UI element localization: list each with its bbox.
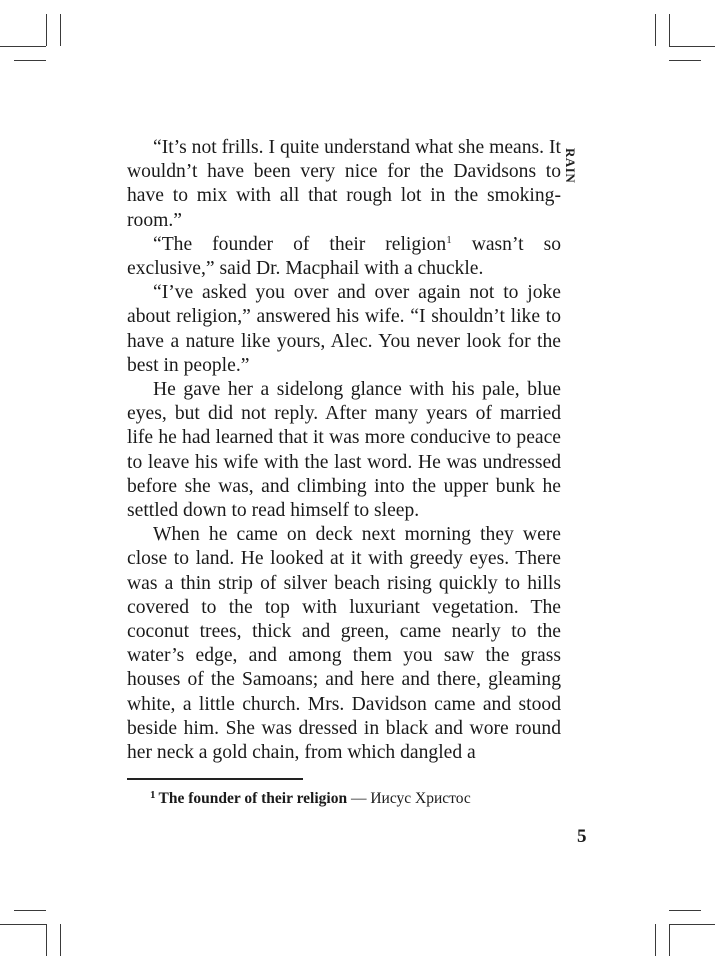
crop-mark [669, 14, 670, 46]
crop-mark [669, 60, 701, 61]
crop-mark [669, 910, 701, 911]
crop-mark [14, 60, 46, 61]
crop-mark [0, 924, 46, 925]
crop-mark [46, 14, 47, 46]
crop-mark [14, 910, 46, 911]
footnote-ref[interactable]: 1 [446, 233, 452, 246]
footnote-number: 1 [150, 789, 156, 801]
crop-mark [0, 46, 46, 47]
footnote-dash: — [347, 790, 371, 807]
crop-mark [46, 924, 47, 956]
page-number: 5 [577, 826, 587, 847]
paragraph [127, 136, 561, 233]
paragraph-text: “It’s not frills. I quite understand what she means. It wouldn’t have been very nice for the Davidsons to have to mix with all that rough lot in the smoking-room.” [127, 137, 561, 231]
paragraph [127, 281, 561, 378]
crop-mark [669, 924, 670, 956]
crop-mark [60, 924, 61, 956]
footnote-term: The founder of their religion [158, 790, 348, 807]
crop-mark [655, 924, 656, 956]
running-head: RAIN [563, 148, 578, 184]
crop-mark [669, 924, 715, 925]
crop-mark [669, 46, 715, 47]
footnote-divider [127, 778, 303, 780]
body-text [127, 136, 561, 765]
paragraph [127, 233, 561, 281]
crop-mark [655, 14, 656, 46]
paragraph [127, 378, 561, 523]
footnote-translation: Иисус Христос [370, 790, 471, 807]
paragraph-text: wasn’t so exclusive,” said Dr. Macphail with a chuckle. [127, 233, 561, 280]
paragraph-text: “I’ve asked you over and over again not to joke about religion,” answered his wife. “I shouldn’t like to have a nature like yours, Alec. You never look for the best in people.” [127, 282, 561, 376]
paragraph-text: When he came on deck next morning they were close to land. He looked at it with greedy eyes. There was a thin strip of silver beach rising quickly to hills covered to the top with luxuriant vegetation. The coconut trees, thick and green, came nearly to the water’s edge, and among them you saw the grass houses of the Samoans; and here and there, gleaming white, a little church. Mrs. Davidson came and stood beside him. She was dressed in black and wore round her neck a gold chain, from which dangled a [127, 524, 561, 764]
paragraph-text: He gave her a sidelong glance with his pale, blue eyes, but did not reply. After many years of married life he had learned that it was more conducive to peace to leave his wife with the last word. He was undressed before she was, and climbing into the upper bunk he settled down to read himself to sleep. [127, 379, 561, 522]
paragraph [127, 523, 561, 765]
crop-mark [60, 14, 61, 46]
paragraph-text: “The founder of their religion [153, 233, 447, 255]
footnote [150, 785, 570, 809]
